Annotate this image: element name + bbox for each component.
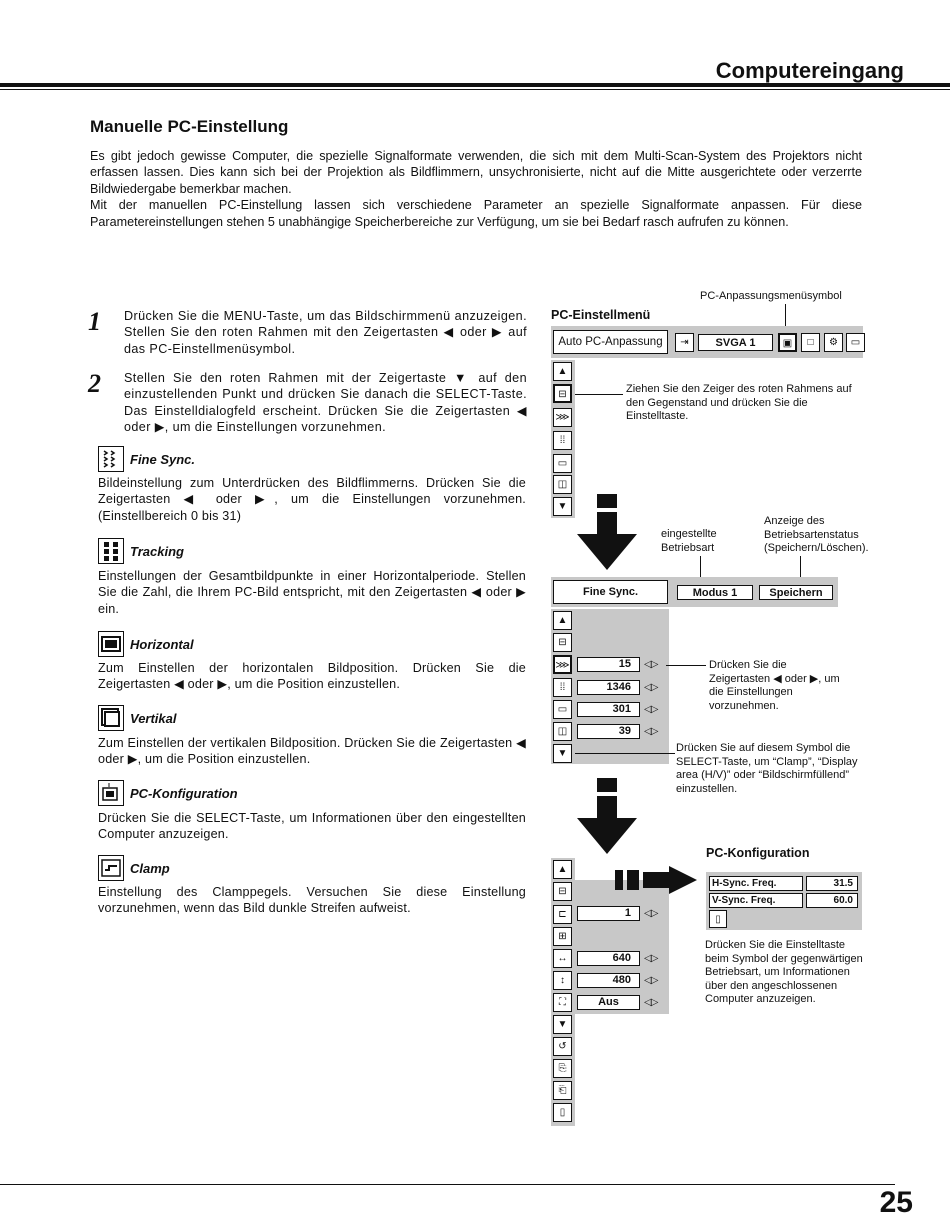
quit-icon[interactable]: ▯ bbox=[553, 1103, 572, 1122]
image-icon[interactable]: □ bbox=[801, 333, 820, 352]
adjust-arrows-icon[interactable]: ◁▷ bbox=[644, 997, 658, 1008]
feature-text: Einstellungen der Gesamtbildpunkte in einer Horizontalperiode. Stellen Sie die Zahl, die Ihrem PC-Bild entspricht, mit den Zeigertasten ◀ oder ▶ ein. bbox=[98, 569, 526, 616]
feature-text: Drücken Sie die SELECT-Taste, um Informationen über den eingestellten Computer anzuzeigen. bbox=[98, 811, 526, 842]
pc-config-title: PC-Konfiguration bbox=[706, 846, 810, 860]
reset-icon[interactable]: ↺ bbox=[553, 1037, 572, 1056]
clamp-icon[interactable]: ⊏ bbox=[553, 905, 572, 924]
horizontal-value[interactable]: 301 bbox=[577, 702, 640, 717]
footer-rule bbox=[0, 1184, 895, 1185]
up-arrow-icon[interactable]: ▲ bbox=[553, 611, 572, 630]
feature-text: Einstellung des Clamppegels. Versuchen Sie diese Einstellung vorzunehmen, wenn das Bild dunkle Streifen aufweist. bbox=[98, 885, 526, 916]
quit-icon[interactable]: ▯ bbox=[709, 910, 727, 928]
full-screen-icon[interactable]: ⛶ bbox=[553, 993, 572, 1012]
status-label: Anzeige des Betriebsartenstatus (Speichern/Löschen). bbox=[764, 515, 869, 555]
feature-title: Fine Sync. bbox=[130, 452, 196, 467]
down-arrow-icon[interactable]: ▼ bbox=[553, 1015, 572, 1034]
vertical-icon[interactable]: ◫ bbox=[553, 475, 572, 494]
leader-line bbox=[575, 753, 675, 754]
clamp-value[interactable]: 1 bbox=[577, 906, 640, 921]
feature-text: Bildeinstellung zum Unterdrücken des Bildflimmerns. Drücken Sie die Zeigertasten ◀ oder ▶, um die Einstellungen vorzunehmen. (Einstellbereich 0 bis 31) bbox=[98, 476, 526, 523]
vertical-value[interactable]: 39 bbox=[577, 724, 640, 739]
display-area-icon[interactable]: ⊞ bbox=[553, 927, 572, 946]
info-note: Drücken Sie die Einstelltaste beim Symbol der gegenwärtigen Betriebsart, um Informationen über den angeschlossenen Computer anzuzeigen. bbox=[705, 939, 863, 1006]
mode-label: eingestellte Betriebsart bbox=[661, 528, 717, 554]
feature-text: Zum Einstellen der horizontalen Bildposition. Drücken Sie die Zeigertasten ◀ oder ▶, um die Position einzustellen. bbox=[98, 661, 526, 692]
pc-config-icon[interactable]: ⊟ bbox=[553, 633, 572, 652]
pc-adjust-icon[interactable]: ▣ bbox=[778, 333, 797, 352]
full-screen-value[interactable]: Aus bbox=[577, 995, 640, 1010]
adjust-arrows-icon[interactable]: ◁▷ bbox=[644, 908, 658, 919]
feature-title: Clamp bbox=[130, 861, 170, 876]
vsync-label: V-Sync. Freq. bbox=[709, 893, 803, 908]
intro-paragraph: Es gibt jedoch gewisse Computer, die spezielle Signalformate verwenden, die sich mit dem Multi-Scan-System des Projektors nicht erfassen lassen. Dies kann sich bei der Projektion als Bildflimmern, unsychronisierte, nicht auf die Mitte ausgerichtete oder verzerrte Bildwiedergabe bemerkbar machen. bbox=[90, 149, 862, 196]
down-arrow-graphic bbox=[575, 776, 639, 856]
tracking-value[interactable]: 1346 bbox=[577, 680, 640, 695]
free-icon[interactable]: ⎗ bbox=[553, 1081, 572, 1100]
input-icon[interactable]: ⇥ bbox=[675, 333, 694, 352]
display-h-value[interactable]: 640 bbox=[577, 951, 640, 966]
display-v-value[interactable]: 480 bbox=[577, 973, 640, 988]
adjust-arrows-icon[interactable]: ◁▷ bbox=[644, 659, 658, 670]
pc-config-icon[interactable]: ⊟ bbox=[553, 882, 572, 901]
fine-sync-icon[interactable]: ⋙ bbox=[553, 655, 572, 674]
display-v-icon[interactable]: ↕ bbox=[553, 971, 572, 990]
hsync-label: H-Sync. Freq. bbox=[709, 876, 803, 891]
select-note: Drücken Sie auf diesem Symbol die SELECT-Taste, um “Clamp”, “Display area (H/V)” oder “Bildschirmfüllend” einzustellen. bbox=[676, 742, 858, 795]
pc-config-icon bbox=[98, 780, 124, 806]
store-icon[interactable]: ⎘ bbox=[553, 1059, 572, 1078]
clamp-icon bbox=[98, 855, 124, 881]
down-arrow-icon[interactable]: ▼ bbox=[553, 497, 572, 516]
vertical-icon[interactable]: ◫ bbox=[553, 722, 572, 741]
feature-text: Zum Einstellen der vertikalen Bildposition. Drücken Sie die Zeigertasten ◀ oder ▶, um die Position einzustellen. bbox=[98, 736, 526, 767]
vsync-value: 60.0 bbox=[806, 893, 858, 908]
settings-icon[interactable]: ⚙ bbox=[824, 333, 843, 352]
up-arrow-icon[interactable]: ▲ bbox=[553, 860, 572, 879]
step-text: Stellen Sie den roten Rahmen mit der Zeigertaste ▼ auf den einzustellenden Punkt und drücken Sie danach die SELECT-Taste. Das Einstelldialogfeld erscheint. Drücken Sie die Zeigertasten ◀ oder ▶, um die Einstellungen vorzunehmen. bbox=[124, 371, 527, 435]
step-number: 1 bbox=[88, 307, 101, 336]
down-arrow-icon[interactable]: ▼ bbox=[553, 744, 572, 763]
settings-panel bbox=[575, 880, 669, 1014]
feature-title: Vertikal bbox=[130, 711, 177, 726]
feature-title: Horizontal bbox=[130, 637, 194, 652]
horizontal-icon[interactable]: ▭ bbox=[553, 700, 572, 719]
tracking-icon[interactable]: ⁞⁞ bbox=[553, 678, 572, 697]
fine-sync-icon[interactable]: ⋙ bbox=[553, 408, 572, 427]
adjust-arrows-icon[interactable]: ◁▷ bbox=[644, 704, 658, 715]
header-rule-thin bbox=[0, 89, 950, 90]
save-button[interactable]: Speichern bbox=[759, 585, 833, 600]
adjust-arrows-icon[interactable]: ◁▷ bbox=[644, 975, 658, 986]
vertical-icon bbox=[98, 705, 124, 731]
pc-config-icon[interactable]: ⊟ bbox=[553, 384, 572, 403]
svga-display: SVGA 1 bbox=[698, 334, 773, 351]
intro-text bbox=[90, 148, 862, 230]
right-arrow-graphic bbox=[613, 866, 701, 896]
header-rule bbox=[0, 83, 950, 87]
down-arrow-graphic bbox=[575, 492, 639, 572]
screen-icon[interactable]: ▭ bbox=[846, 333, 865, 352]
fine-sync-title: Fine Sync. bbox=[553, 580, 668, 604]
adjust-arrows-icon[interactable]: ◁▷ bbox=[644, 953, 658, 964]
adjust-arrows-icon[interactable]: ◁▷ bbox=[644, 682, 658, 693]
adjust-arrows-icon[interactable]: ◁▷ bbox=[644, 726, 658, 737]
up-arrow-icon[interactable]: ▲ bbox=[553, 362, 572, 381]
section-title: Computereingang bbox=[715, 58, 904, 83]
tracking-icon bbox=[98, 538, 124, 564]
display-h-icon[interactable]: ↔ bbox=[553, 949, 572, 968]
horizontal-icon[interactable]: ▭ bbox=[553, 454, 572, 473]
adjust-note: Drücken Sie die Zeigertasten ◀ oder ▶, um die Einstellungen vorzunehmen. bbox=[709, 659, 840, 712]
fine-sync-value[interactable]: 15 bbox=[577, 657, 640, 672]
page-number: 25 bbox=[879, 1186, 913, 1219]
fine-sync-icon bbox=[98, 446, 124, 472]
intro-paragraph: Mit der manuellen PC-Einstellung lassen sich verschiedene Parameter an spezielle Signalformate anpassen. Für diese Parametereinstellungen stehen 5 unabhängige Speicherbereiche zur Verfügung, um sie bei Bedarf rasch aufrufen zu können. bbox=[90, 198, 862, 229]
pc-menu-title: PC-Einstellmenü bbox=[551, 308, 651, 322]
feature-title: PC-Konfiguration bbox=[130, 786, 238, 801]
auto-pc-button[interactable]: Auto PC-Anpassung bbox=[553, 330, 668, 354]
page-title: Manuelle PC-Einstellung bbox=[90, 117, 289, 136]
hsync-value: 31.5 bbox=[806, 876, 858, 891]
step-text: Drücken Sie die MENU-Taste, um das Bildschirmmenü anzuzeigen. Stellen Sie den roten Rahmen mit den Zeigertasten ◀ oder ▶ auf das PC-Einstellmenüsymbol. bbox=[124, 309, 527, 356]
pointer-note: Ziehen Sie den Zeiger des roten Rahmens auf den Gegenstand und drücken Sie die Einstelltaste. bbox=[626, 383, 852, 423]
tracking-icon[interactable]: ⁞⁞ bbox=[553, 431, 572, 450]
mode-display: Modus 1 bbox=[677, 585, 753, 600]
horizontal-icon bbox=[98, 631, 124, 657]
leader-line bbox=[575, 394, 623, 395]
feature-title: Tracking bbox=[130, 544, 184, 559]
leader-line bbox=[666, 665, 706, 666]
pc-menu-symbol-label: PC-Anpassungsmenüsymbol bbox=[700, 290, 842, 302]
step-number: 2 bbox=[88, 369, 101, 398]
